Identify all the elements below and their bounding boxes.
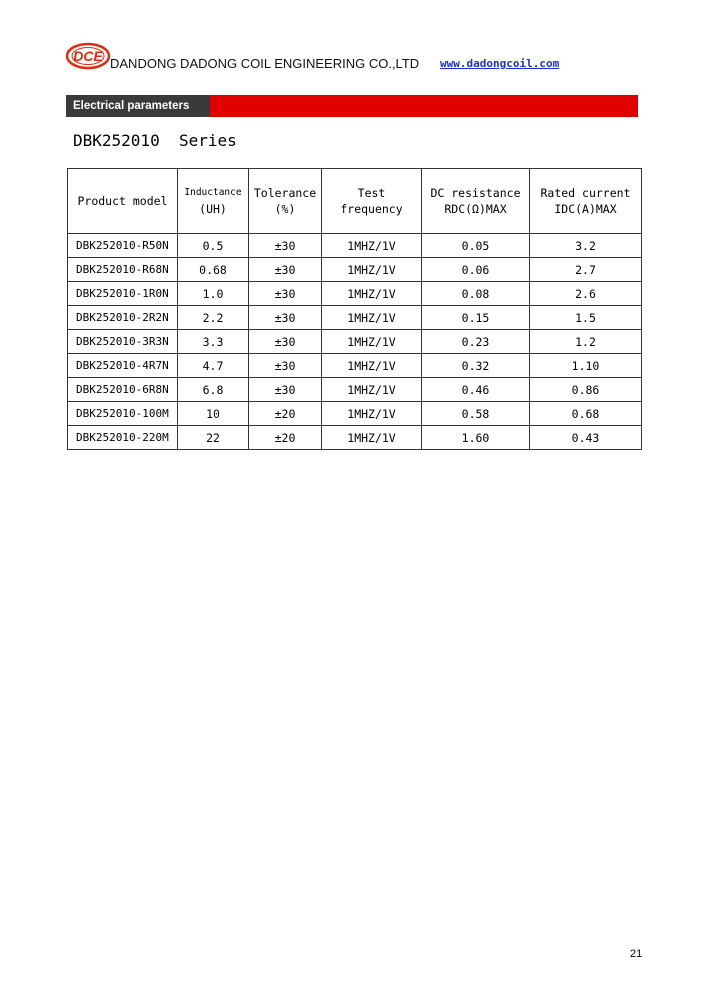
- header-model-label: Product model: [77, 194, 168, 208]
- cell-product-model: DBK252010-6R8N: [68, 378, 178, 402]
- cell-tolerance: ±30: [249, 330, 322, 354]
- cell-test-frequency: 1MHZ/1V: [322, 282, 422, 306]
- table-row: [68, 426, 642, 450]
- cell-dc-resistance: 1.60: [422, 426, 530, 450]
- header-tolerance: [249, 169, 322, 234]
- cell-rated-current: 1.5: [530, 306, 642, 330]
- cell-test-frequency: 1MHZ/1V: [322, 426, 422, 450]
- cell-test-frequency: 1MHZ/1V: [322, 330, 422, 354]
- cell-dc-resistance: 0.58: [422, 402, 530, 426]
- cell-dc-resistance: 0.46: [422, 378, 530, 402]
- cell-tolerance: ±30: [249, 354, 322, 378]
- header-resistance-label: DC resistance: [430, 186, 521, 200]
- cell-tolerance: ±30: [249, 378, 322, 402]
- table-header-row: [68, 169, 642, 234]
- table-row: [68, 258, 642, 282]
- cell-inductance: 10: [178, 402, 249, 426]
- cell-inductance: 6.8: [178, 378, 249, 402]
- cell-inductance: 3.3: [178, 330, 249, 354]
- cell-dc-resistance: 0.05: [422, 234, 530, 258]
- header-frequency-label: Test: [357, 186, 386, 200]
- cell-test-frequency: 1MHZ/1V: [322, 354, 422, 378]
- cell-test-frequency: 1MHZ/1V: [322, 402, 422, 426]
- table-row: [68, 330, 642, 354]
- cell-inductance: 22: [178, 426, 249, 450]
- header-dc-resistance: [422, 169, 530, 234]
- section-banner: [66, 95, 638, 117]
- header-tolerance-unit: (%): [274, 202, 296, 216]
- section-label: Electrical parameters: [66, 95, 210, 117]
- website-link[interactable]: www.dadongcoil.com: [440, 57, 560, 70]
- page-header: [66, 42, 646, 72]
- header-product-model: [68, 169, 178, 234]
- header-frequency-unit: frequency: [340, 202, 403, 216]
- table-row: [68, 282, 642, 306]
- cell-product-model: DBK252010-3R3N: [68, 330, 178, 354]
- cell-inductance: 0.5: [178, 234, 249, 258]
- header-current-unit: IDC(A)MAX: [554, 202, 617, 216]
- header-test-frequency: [322, 169, 422, 234]
- header-rated-current: [530, 169, 642, 234]
- dce-logo: [66, 42, 112, 70]
- cell-product-model: DBK252010-4R7N: [68, 354, 178, 378]
- cell-test-frequency: 1MHZ/1V: [322, 306, 422, 330]
- cell-test-frequency: 1MHZ/1V: [322, 234, 422, 258]
- cell-product-model: DBK252010-R50N: [68, 234, 178, 258]
- cell-rated-current: 1.2: [530, 330, 642, 354]
- cell-product-model: DBK252010-100M: [68, 402, 178, 426]
- cell-rated-current: 2.7: [530, 258, 642, 282]
- header-inductance: [178, 169, 249, 234]
- company-name: DANDONG DADONG COIL ENGINEERING CO.,LTD: [110, 56, 420, 71]
- cell-dc-resistance: 0.08: [422, 282, 530, 306]
- cell-rated-current: 1.10: [530, 354, 642, 378]
- cell-product-model: DBK252010-2R2N: [68, 306, 178, 330]
- table-row: [68, 234, 642, 258]
- cell-tolerance: ±30: [249, 258, 322, 282]
- cell-dc-resistance: 0.06: [422, 258, 530, 282]
- cell-dc-resistance: 0.15: [422, 306, 530, 330]
- cell-tolerance: ±30: [249, 234, 322, 258]
- cell-inductance: 1.0: [178, 282, 249, 306]
- cell-test-frequency: 1MHZ/1V: [322, 258, 422, 282]
- cell-inductance: 0.68: [178, 258, 249, 282]
- table-row: [68, 306, 642, 330]
- cell-rated-current: 0.68: [530, 402, 642, 426]
- cell-rated-current: 0.43: [530, 426, 642, 450]
- cell-product-model: DBK252010-1R0N: [68, 282, 178, 306]
- cell-rated-current: 3.2: [530, 234, 642, 258]
- cell-test-frequency: 1MHZ/1V: [322, 378, 422, 402]
- series-title: DBK252010 Series: [73, 131, 237, 150]
- cell-tolerance: ±20: [249, 426, 322, 450]
- table-row: [68, 354, 642, 378]
- cell-inductance: 4.7: [178, 354, 249, 378]
- table-row: [68, 402, 642, 426]
- cell-dc-resistance: 0.23: [422, 330, 530, 354]
- cell-tolerance: ±30: [249, 282, 322, 306]
- logo-text: DCE: [73, 48, 103, 64]
- cell-tolerance: ±20: [249, 402, 322, 426]
- cell-inductance: 2.2: [178, 306, 249, 330]
- cell-tolerance: ±30: [249, 306, 322, 330]
- header-resistance-unit: RDC(Ω)MAX: [444, 202, 507, 216]
- header-inductance-unit: (UH): [199, 202, 227, 216]
- table-row: [68, 378, 642, 402]
- header-inductance-label: Inductance: [184, 187, 242, 198]
- header-tolerance-label: Tolerance: [253, 186, 317, 200]
- page-number: 21: [630, 948, 643, 960]
- cell-rated-current: 0.86: [530, 378, 642, 402]
- cell-rated-current: 2.6: [530, 282, 642, 306]
- cell-product-model: DBK252010-R68N: [68, 258, 178, 282]
- cell-dc-resistance: 0.32: [422, 354, 530, 378]
- cell-product-model: DBK252010-220M: [68, 426, 178, 450]
- header-current-label: Rated current: [540, 186, 631, 200]
- electrical-parameters-table: [67, 168, 642, 450]
